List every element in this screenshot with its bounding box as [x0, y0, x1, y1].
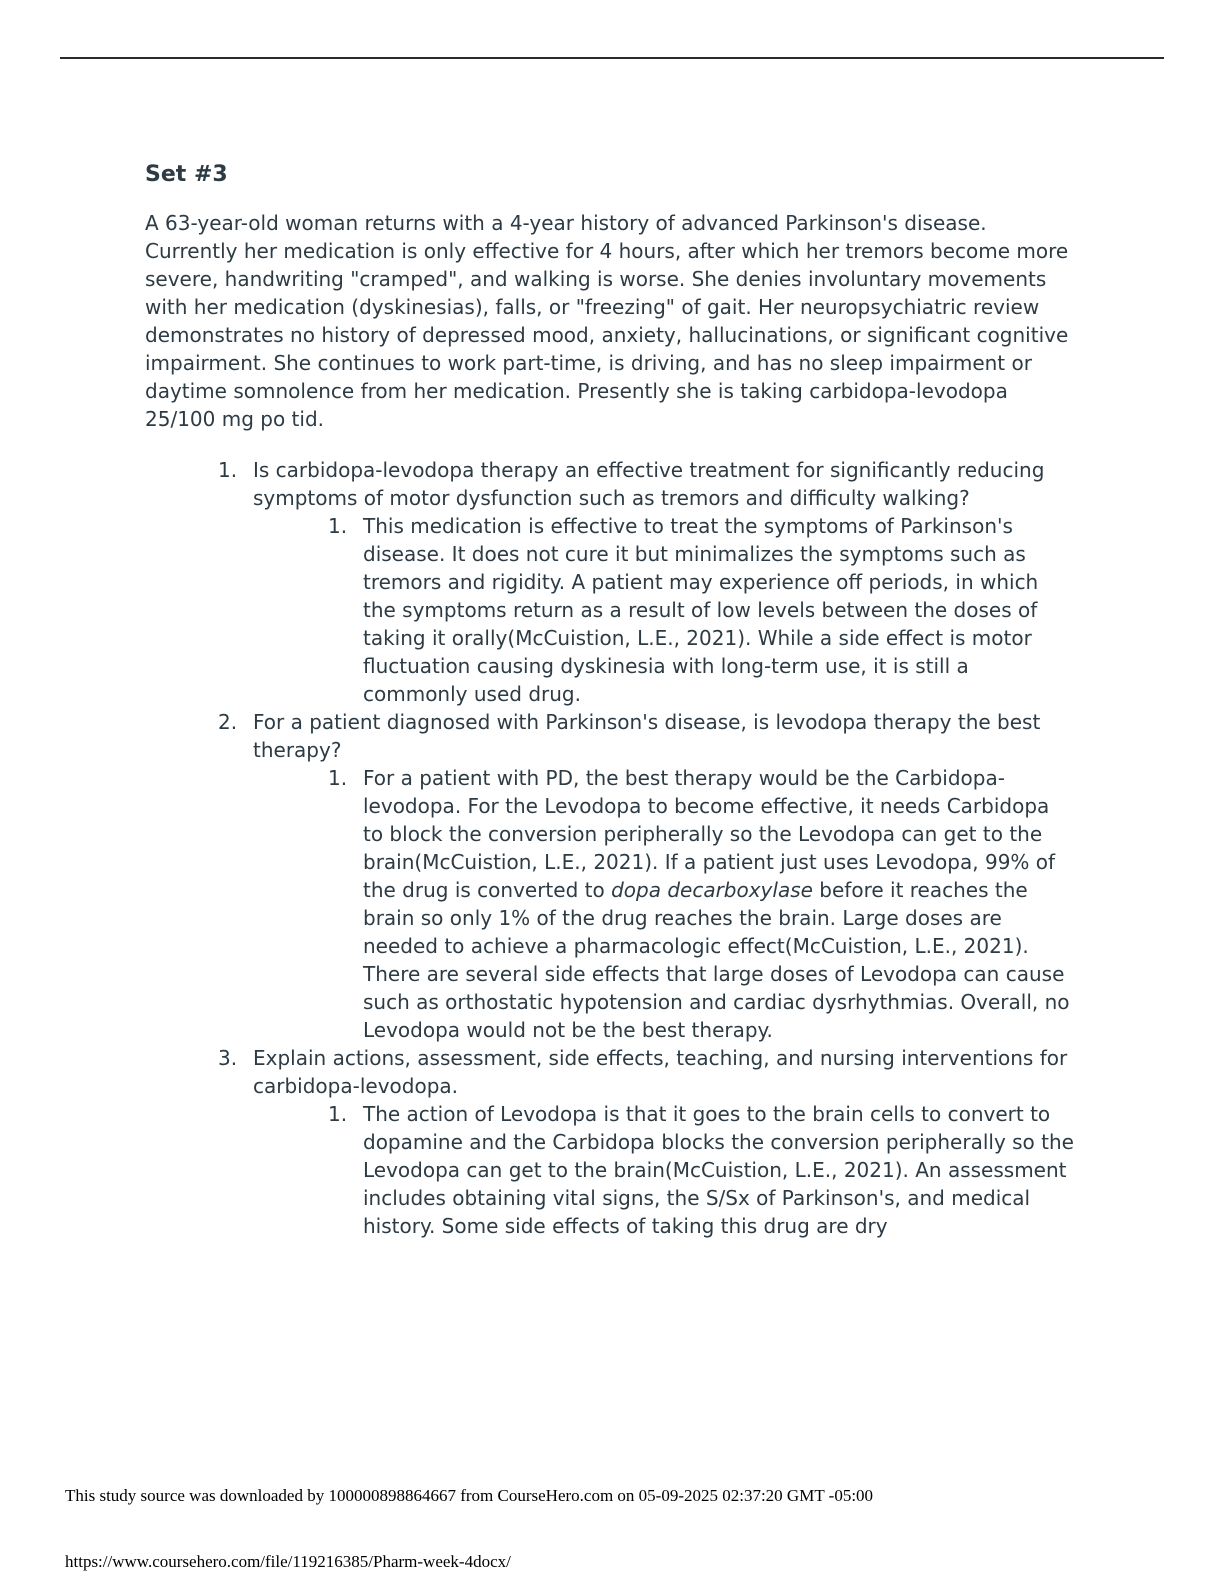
answer-text-segment: The action of Levodopa is that it goes to the brain cells to convert to dopamine and the Carbidopa blocks the conversion peripherally so the Levodopa can get to the brain(McCuistion, L.E., 2021). An assessment includes obtaining vital signs, the S/Sx of Parkinson's, and medical history. Some side effects of taking this drug are dry: [363, 1102, 1074, 1238]
answer-text-segment: before it reaches the brain so only 1% of the drug reaches the brain. Large doses are needed to achieve a pharmacologic effect(McCuistion, L.E., 2021). There are several side effects that large doses of Levodopa can cause such as orthostatic hypotension and cardiac dysrhythmias. Overall, no Levodopa would not be the best therapy.: [363, 878, 1070, 1042]
source-url: https://www.coursehero.com/file/119216385/Pharm-week-4docx/: [65, 1552, 511, 1571]
question-item-1: [218, 456, 1075, 512]
answer-number: 1.: [328, 1102, 348, 1126]
answer-text-segment: This medication is effective to treat the symptoms of Parkinson's disease. It does not cure it but minimalizes the symptoms such as tremors and rigidity. A patient may experience off periods, in which the symptoms return as a result of low levels between the doses of taking it orally(McCuistion, L.E., 2021). While a side effect is motor fluctuation causing dyskinesia with long-term use, it is still a commonly used drug.: [363, 514, 1039, 706]
question-list: [145, 456, 1075, 1240]
document-body: [145, 162, 1075, 1240]
question-number: 3.: [218, 1046, 238, 1070]
answer-number: 1.: [328, 766, 348, 790]
answer-text: [363, 1100, 1075, 1240]
set-heading: Set #3: [145, 162, 228, 187]
answer-text-italic-term: dopa decarboxylase: [611, 878, 813, 902]
top-divider-line: [60, 57, 1164, 59]
question-number: 2.: [218, 710, 238, 734]
answer-item-2: [328, 764, 1075, 1044]
answer-item-1: [328, 512, 1075, 708]
question-number: 1.: [218, 458, 238, 482]
answer-item-3: [328, 1100, 1075, 1240]
question-item-3: [218, 1044, 1075, 1100]
question-text: For a patient diagnosed with Parkinson's disease, is levodopa therapy the best therapy?: [253, 710, 1041, 762]
case-intro-paragraph: A 63-year-old woman returns with a 4-year history of advanced Parkinson's disease. Currently her medication is only effective for 4 hours, after which her tremors become more severe, handwriting "cramped", and walking is worse. She denies involuntary movements with her medication (dyskinesias), falls, or "freezing" of gait. Her neuropsychiatric review demonstrates no history of depressed mood, anxiety, hallucinations, or significant cognitive impairment. She continues to work part-time, is driving, and has no sleep impairment or daytime somnolence from her medication. Presently she is taking carbidopa-levodopa 25/100 mg po tid.: [145, 211, 1069, 431]
question-item-2: [218, 708, 1075, 764]
answer-text-segment: For a patient with PD, the best therapy would be the Carbidopa-levodopa. For the Levodopa to become effective, it needs Carbidopa to block the conversion peripherally so the Levodopa can get to the brain(McCuistion, L.E., 2021). If a patient just uses Levodopa, 99% of the drug is converted to: [363, 766, 1056, 902]
question-text: Is carbidopa-levodopa therapy an effective treatment for significantly reducing symptoms of motor dysfunction such as tremors and difficulty walking?: [253, 458, 1045, 510]
answer-text: [363, 764, 1075, 1044]
answer-number: 1.: [328, 514, 348, 538]
question-text: Explain actions, assessment, side effects, teaching, and nursing interventions for carbidopa-levodopa.: [253, 1046, 1068, 1098]
answer-text: [363, 512, 1075, 708]
download-attribution-note: This study source was downloaded by 100000898864667 from CourseHero.com on 05-09-2025 02:37:20 GMT -05:00: [65, 1486, 874, 1505]
